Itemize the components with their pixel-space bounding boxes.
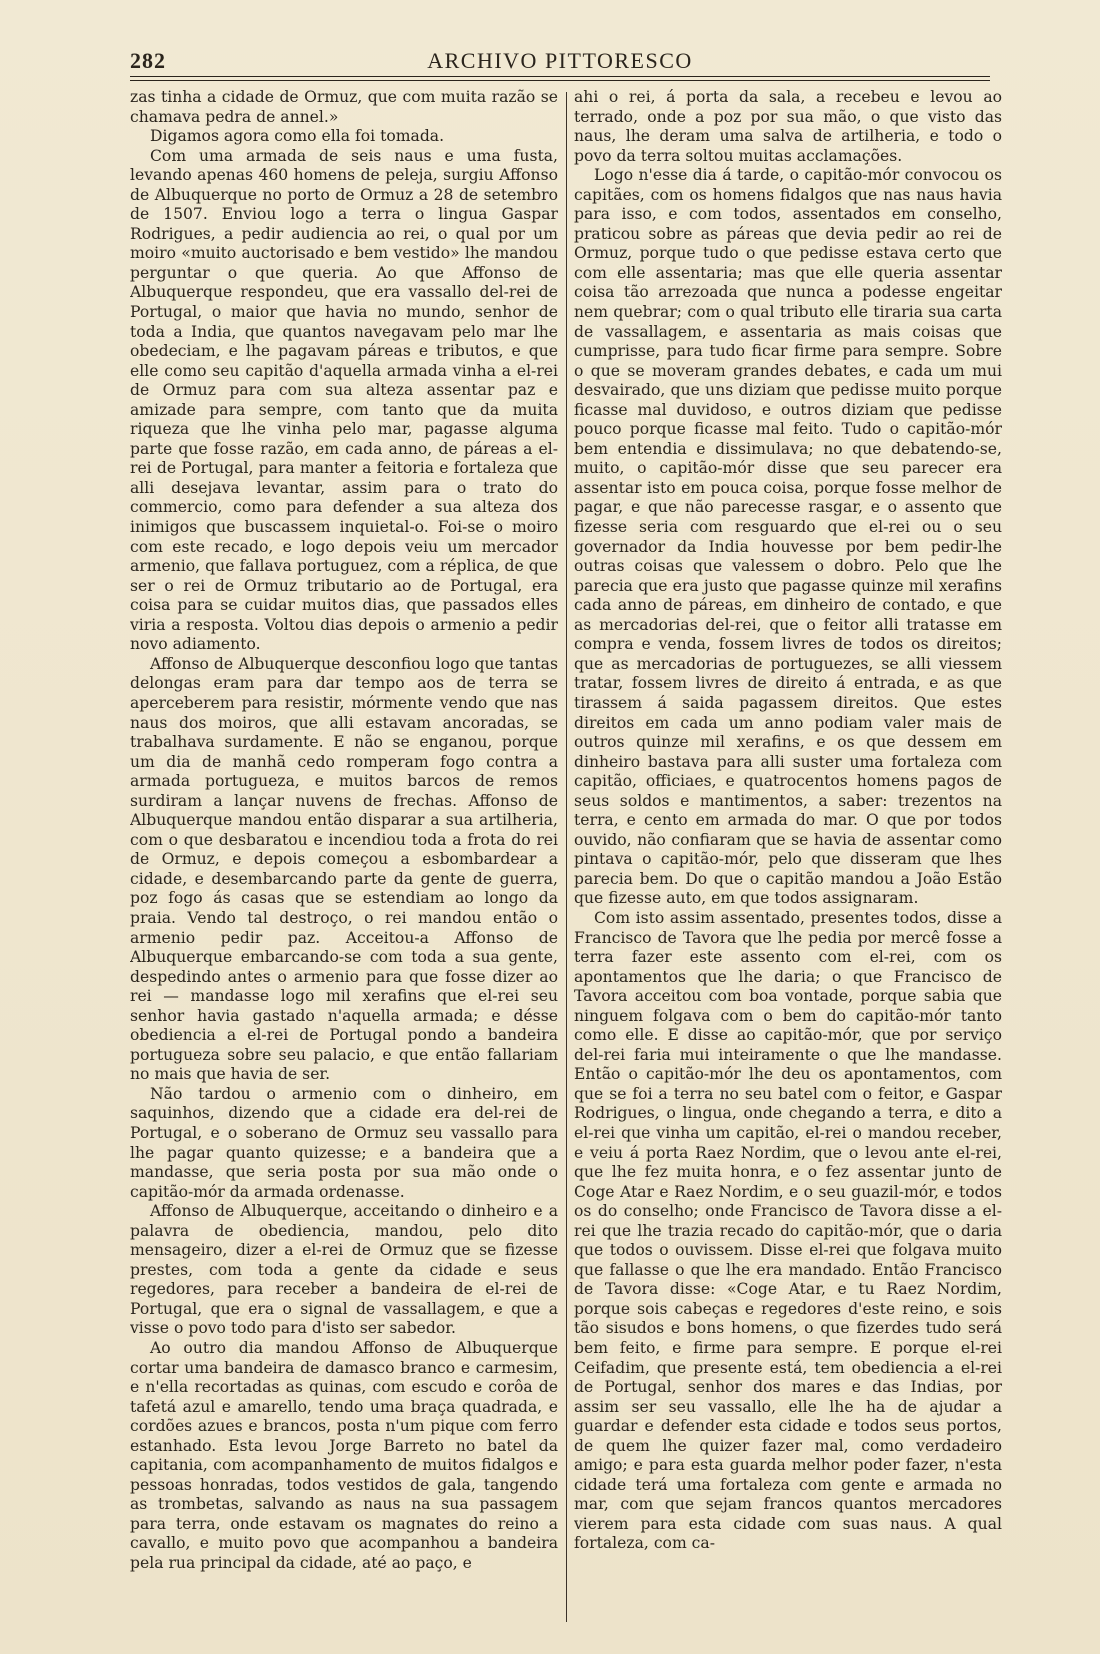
paragraph: ahi o rei, á porta da sala, a recebeu e levou ao terrado, onde a poz por sua mão, o que visto das naus, lhe deram uma salva de artilheria, e todo o povo da terra soltou muitas acclamações. xyxy=(574,88,1002,165)
paragraph: Ao outro dia mandou Affonso de Albuquerque cortar uma bandeira de damasco branco e carmesim, e n'ella recortadas as quinas, com escudo e corôa de tafetá azul e amarello, tendo uma braça quadrada, e cordões azues e brancos, posta n'um pique com ferro estanhado. Esta levou Jorge Barreto no batel da capitania, com acompanhamento de muitos fidalgos e pessoas honradas, todos vestidos de gala, tangendo as trombetas, salvando as naus na sua passagem para terra, onde estavam os magnates do reino a cavallo, e muito povo que acompanhou a bandeira pela rua principal da cidade, até ao paço, e xyxy=(130,1339,558,1573)
page-header xyxy=(130,46,990,80)
paragraph: Não tardou o armenio com o dinheiro, em saquinhos, dizendo que a cidade era del-rei de Portugal, e o soberano de Ormuz seu vassallo para lhe pagar quanto quizesse; e a bandeira que a mandasse, que seria posta por sua mão onde o capitão-mór da armada ordenasse. xyxy=(130,1084,558,1201)
paragraph: Com uma armada de seis naus e uma fusta, levando apenas 460 homens de peleja, surgiu Affonso de Albuquerque no porto de Ormuz a 28 de setembro de 1507. Enviou logo a terra o lingua Gaspar Rodrigues, a pedir audiencia ao rei, o qual por um moiro «muito auctorisado e bem vestido» lhe mandou perguntar o que queria. Ao que Affonso de Albuquerque respondeu, que era vassallo del-rei de Portugal, o maior que havia no mundo, senhor de toda a India, que quantos navegavam pelo mar lhe obedeciam, e lhe pagavam páreas e tributos, e que elle como seu capitão d'aquella armada vinha a el-rei de Ormuz para com sua alteza assentar paz e amizade para sempre, com tanto que da muita riqueza que lhe vinha pelo mar, pagasse alguma parte que fosse razão, em cada anno, de páreas a el-rei de Portugal, para manter a feitoria e fortaleza que alli desejava levantar, assim para o trato do commercio, como para defender a sua alteza dos inimigos que buscassem inquietal-o. Foi-se o moiro com este recado, e logo depois veiu um mercador armenio, que fallava portuguez, com a réplica, de que ser o rei de Ormuz tributario ao de Portugal, era coisa para se cuidar muitos dias, que passados elles viria a resposta. Voltou dias depois o armenio a pedir novo adiamento. xyxy=(130,146,558,654)
text-columns xyxy=(130,88,1002,1628)
paragraph: Logo n'esse dia á tarde, o capitão-mór convocou os capitães, com os homens fidalgos que nas naus havia para isso, e com todos, assentados em conselho, praticou sobre as páreas que devia pedir ao rei de Ormuz, porque tudo o que pedisse estava certo que com elle assentaria; mas que elle queria assentar coisa tão arrezoada que nunca a podesse engeitar nem quebrar; com o qual tributo elle tiraria sua carta de vassallagem, e assentaria as mais coisas que cumprisse, para tudo ficar firme para sempre. Sobre o que se moveram grandes debates, e cada um mui desvairado, que uns diziam que pedisse muito porque ficasse mal duvidoso, e outros diziam que pedisse pouco porque ficasse mal feito. Tudo o capitão-mór bem entendia e dissimulava; no que debatendo-se, muito, o capitão-mór disse que seu parecer era assentar isto em pouca coisa, porque fosse melhor de pagar, e que não parecesse rasgar, e o assento que fizesse seria com resguardo que el-rei ou o seu governador da India houvesse por bem pedir-lhe outras coisas que valessem o dobro. Pelo que lhe parecia que era justo que pagasse quinze mil xerafins cada anno de páreas, em dinheiro de contado, e que as mercadorias del-rei, que o feitor alli tratasse em compra e venda, fossem livres de todos os direitos; que as mercadorias de portuguezes, se alli viessem tratar, fossem livres de direito á entrada, e as que tirassem á saida pagassem direitos. Que estes direitos em cada um anno podiam valer mais de outros quinze mil xerafins, e os que dessem em dinheiro bastava para alli suster uma fortaleza com capitão, officiaes, e quatrocentos homens pagos de seus soldos e mantimentos, a saber: trezentos na terra, e cento em armada do mar. O que por todos ouvido, não confiaram que se havia de assentar como pintava o capitão-mór, pelo que disseram que lhes parecia bem. Do que o capitão mandou a João Estão que fizesse auto, em que todos assignaram. xyxy=(574,166,1002,908)
paragraph: zas tinha a cidade de Ormuz, que com muita razão se chamava pedra de annel.» xyxy=(130,88,558,126)
header-rule-thin xyxy=(130,80,990,81)
paragraph: Affonso de Albuquerque desconfiou logo que tantas delongas eram para dar tempo aos de terra se aperceberem para resistir, mórmente vendo que nas naus dos moiros, que alli estavam ancoradas, se trabalhava surdamente. E não se enganou, porque um dia de manhã cedo romperam fogo contra a armada portugueza, e muitos barcos de remos surdiram a lançar nuvens de frechas. Affonso de Albuquerque mandou então disparar a sua artilheria, com o que desbaratou e incendiou toda a frota do rei de Ormuz, e depois começou a esbombardear a cidade, e desembarcando parte da gente de guerra, poz fogo ás casas que se estendiam ao longo da praia. Vendo tal destroço, o rei mandou então o armenio pedir paz. Acceitou-a Affonso de Albuquerque embarcando-se com toda a sua gente, despedindo antes o armenio para que fosse dizer ao rei — mandasse logo mil xerafins que el-rei seu senhor havia gastado n'aquella armada; e désse obediencia a el-rei de Portugal pondo a bandeira portugueza sobre seu palacio, e que então fallariam no mais que havia de ser. xyxy=(130,654,558,1084)
running-title: ARCHIVO PITTORESCO xyxy=(427,48,693,73)
page-number: 282 xyxy=(130,48,166,73)
left-column xyxy=(130,88,558,1628)
right-column xyxy=(574,88,1002,1628)
paragraph: Digamos agora como ella foi tomada. xyxy=(150,127,445,146)
header-rule xyxy=(130,76,990,77)
paragraph: Affonso de Albuquerque, acceitando o dinheiro e a palavra de obediencia, mandou, pelo dito mensageiro, dizer a el-rei de Ormuz que se fizesse prestes, com toda a gente da cidade e seus regedores, para receber a bandeira de el-rei de Portugal, que era o signal de vassallagem, e que a visse o povo todo para d'isto ser sabedor. xyxy=(130,1202,558,1338)
column-divider xyxy=(566,92,567,1622)
paragraph: Com isto assim assentado, presentes todos, disse a Francisco de Tavora que lhe pedia por mercê fosse a terra fazer este assento com el-rei, com os apontamentos que lhe daria; o que Francisco de Tavora acceitou com boa vontade, porque sabia que ninguem folgava com o bem do capitão-mór tanto como elle. E disse ao capitão-mór, que por serviço del-rei faria mui inteiramente o que lhe mandasse. Então o capitão-mór lhe deu os apontamentos, com que se foi a terra no seu batel com o feitor, e Gaspar Rodrigues, o lingua, onde chegando a terra, e dito a el-rei que vinha um capitão, el-rei o mandou receber, e veiu á porta Raez Nordim, que o levou ante el-rei, que lhe fez muita honra, e o fez assentar junto de Coge Atar e Raez Nordim, e o seu guazil-mór, e todos os do conselho; onde Francisco de Tavora disse a el-rei que lhe trazia recado do capitão-mór, que o daria que todos o ouvissem. Disse el-rei que folgava muito que fallasse o que lhe era mandado. Então Francisco de Tavora disse: «Coge Atar, e tu Raez Nordim, porque sois cabeças e regedores d'este reino, e sois tão sisudos e bons homens, o que fizerdes tudo será bem feito, e firme para sempre. E porque el-rei Ceifadim, que presente está, tem obediencia a el-rei de Portugal, senhor dos mares e das Indias, por assim ser seu vassallo, elle lhe ha de ajudar a guardar e defender esta cidade e todos seus portos, de quem lhe quizer fazer mal, como verdadeiro amigo; e para esta guarda melhor poder fazer, n'esta cidade terá uma fortaleza com gente e armada no mar, com que sejam francos quantos mercadores vierem para esta cidade com suas naus. A qual fortaleza, com ca- xyxy=(574,908,1002,1553)
